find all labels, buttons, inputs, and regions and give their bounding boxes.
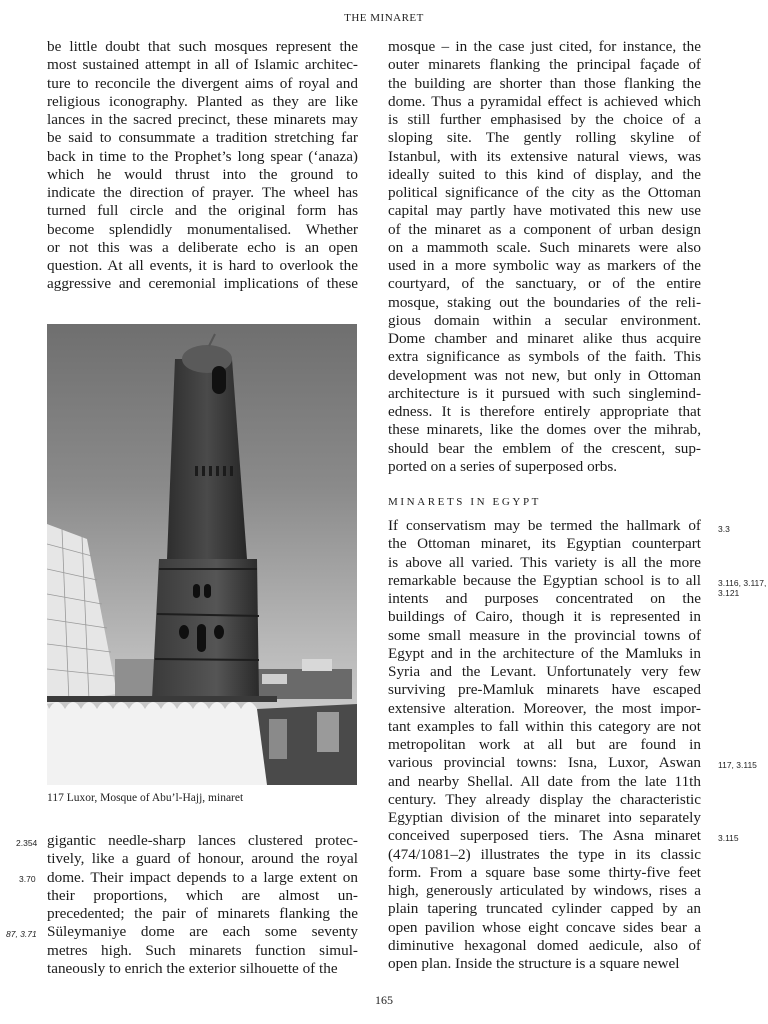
text-line: open plan. Inside the structure is a square newel [388,955,680,972]
text-line: Istanbul, with its extensive natural views, was [388,147,701,165]
text-line: gigantic needle-sharp lances clustered protec- [47,832,358,849]
text-line: taneously to enrich the exterior silhouette of the [47,959,338,977]
margin-reference: 87, 3.71 [6,929,37,939]
text-line: is still further emphasised by the choice of a [388,111,701,128]
text-line: open pavilion whose eight concave sides bear a [388,918,701,936]
right-column-top-text [388,38,701,476]
page-number: 165 [375,993,393,1007]
text-line: remarkable because the Egyptian school is to all [388,571,701,589]
margin-reference: 3.116, 3.117, [718,578,767,588]
text-line: and nearby Shellal. All date from the late 11th [388,772,701,790]
text-line: If conservatism may be termed the hallmark of [388,517,701,534]
text-line: development was not new, but only in Ottoman [388,366,701,384]
text-line: (474/1081–2) illustrates the type in its classic [388,845,701,863]
text-line: these minarets, like the domes over the mihrab, [388,421,701,439]
left-column-top-text [47,38,358,294]
text-line: extensive alteration. Moreover, the most impor- [388,699,701,717]
text-line: buildings of Cairo, though it is represented in [388,608,701,626]
margin-reference: 3.115 [718,833,739,843]
text-line: ideally suited to this kind of display, and the [388,165,701,183]
text-line: form. From a square base some thirty-five feet [388,863,701,881]
text-line: architecture is it pursued with such singlemind- [388,384,701,402]
text-line: the Ottoman minaret, its Egyptian counterpart [388,535,701,553]
minaret-photo-illustration [47,324,357,785]
text-line: sloping site. The gently rolling skyline of [388,129,701,147]
text-line: lances in the sacred precinct, these minarets may [47,111,358,128]
text-line: back in time to the Prophet’s long spear (‘anaza) [47,147,358,165]
text-line: used in a more symbolic way as markers of the [388,257,701,274]
right-column-section-text [388,517,701,973]
text-line: plain tapering truncated cylinder capped by an [388,900,701,918]
text-line: metres high. Such minarets function simul- [47,941,358,959]
text-line: question. At all events, it is hard to overlook the [47,257,358,274]
figure-caption: 117 Luxor, Mosque of Abu’l-Hajj, minaret [47,792,244,804]
text-line: precedented; the pair of minarets flanking the [47,905,358,922]
left-column-bottom-text [47,832,358,978]
text-line: tant examples to fall within this category are not [388,717,701,735]
text-line: ported on a series of superposed orbs. [388,457,618,475]
text-line: metropolitan work at all but are found in [388,736,701,753]
text-line: religious iconography. Planted as they are like [47,92,358,110]
text-line: dome. Their impact depends to a large extent on [47,868,358,886]
text-line: indicate the direction of prayer. The wheel has [47,184,358,201]
margin-reference: 3.70 [19,874,36,884]
text-line: surviving pre-Mamluk minarets have escaped [388,681,701,699]
text-line: Egyptian division of the minaret into separately [388,809,701,826]
text-line: is above all varied. This variety is all the more [388,553,701,571]
text-line: be little doubt that such mosques represent the [47,38,358,55]
text-line: conceived superposed tiers. The Asna minaret [388,827,701,845]
text-line: ture to reconcile the divergent aims of royal and [47,74,358,92]
text-line: century. They already display the characteristic [388,790,701,808]
text-line: diminutive hexagonal domed aedicule, also of [388,936,701,954]
text-line: tively, like a guard of honour, around the royal [47,850,358,868]
text-line: become splendidly monumentalised. Whether [47,220,358,238]
margin-reference: 3.121 [718,588,740,598]
text-line: Egypt and in the architecture of the Mamluks in [388,644,701,662]
text-line: turned full circle and the original form has [47,202,358,220]
text-line: which he would thrust into the ground to [47,165,358,183]
text-line: most sustained attempt in all of Islamic architec- [47,56,358,74]
text-line: or not this was a deliberate echo is an open [47,238,358,256]
text-line: should bear the emblem of the crescent, sup- [388,439,701,457]
text-line: dome. Thus a pyramidal effect is achieved which [388,92,701,110]
text-line: political significance of the city as the Ottoman [388,184,701,201]
margin-reference: 3.3 [718,524,730,534]
text-line: Süleymaniye dome are each some seventy [47,923,358,941]
text-line: capital may partly have motivated this new use [388,202,701,220]
section-heading: MINARETS IN EGYPT [388,496,541,508]
text-line: mosque – in the case just cited, for instance, the [388,38,701,55]
margin-reference: 2.354 [16,838,38,848]
text-line: the building are shorter than those flanking the [388,74,701,92]
text-line: some small measure in the provincial towns of [388,626,701,644]
text-line: Dome chamber and minaret alike thus acquire [388,330,701,347]
text-line: mosque, staking out the boundaries of the reli- [388,293,701,311]
running-head: THE MINARET [344,12,424,24]
text-line: be said to consummate a tradition stretching far [47,129,358,147]
text-line: of the minaret as a component of urban design [388,220,701,238]
text-line: extra significance as symbols of the faith. This [388,348,701,366]
text-line: aggressive and ceremonial implications of these [47,275,358,293]
text-line: on a mammoth scale. Such minarets were also [388,238,701,256]
text-line: courtyard, of the sanctuary, or of the entire [388,275,701,293]
text-line: high, generously articulated by windows, rises a [388,882,701,899]
minaret-photograph [47,324,357,785]
text-line: gious domain within a secular environment. [388,311,701,329]
text-line: Syria and the Levant. Unfortunately very few [388,663,701,680]
text-line: outer minarets flanking the principal façade of [388,56,701,74]
text-line: their proportions, which are almost un- [47,886,358,904]
margin-reference: 117, 3.115 [718,760,757,770]
text-line: intents and purposes concentrated on the [388,590,701,607]
text-line: various provincial towns: Isna, Luxor, Aswan [388,754,701,772]
text-line: edness. It is therefore entirely appropriate that [388,403,701,420]
